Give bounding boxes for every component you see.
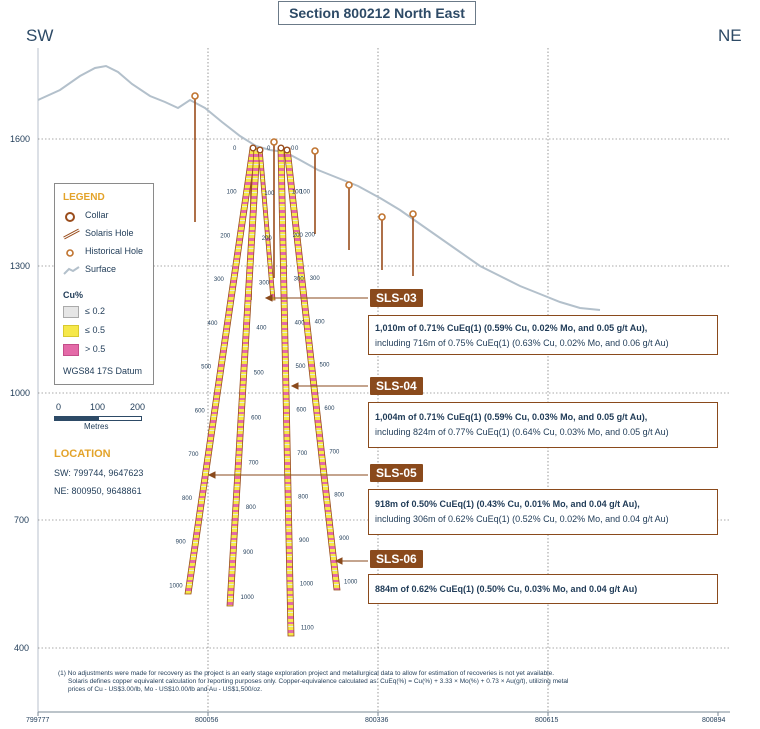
depth-label: 0 [267, 146, 271, 152]
depth-label: 300 [309, 276, 320, 282]
swatch-low [63, 306, 79, 318]
surface-icon [63, 264, 81, 276]
x-tick-label: 799777 [26, 717, 50, 724]
scale-unit: Metres [84, 422, 109, 431]
depth-label: 300 [293, 276, 304, 283]
y-tick-label: 1300 [10, 261, 31, 271]
solaris-hole-icon [63, 228, 81, 240]
scale-bar-dark [54, 416, 98, 421]
datum-label: WGS84 17S Datum [63, 366, 143, 376]
x-tick-label: 800056 [195, 717, 219, 724]
location-sw: SW: 799744, 9647623 [54, 468, 144, 478]
depth-label: 700 [248, 460, 259, 467]
depth-label: 600 [324, 406, 335, 412]
depth-label: 800 [334, 492, 345, 499]
depth-label: 600 [251, 415, 262, 422]
depth-label: 100 [264, 190, 275, 197]
depth-label: 200 [292, 233, 303, 240]
legend-heading: LEGEND [63, 192, 105, 203]
x-ticks [38, 712, 718, 716]
result-sls-06 [368, 574, 718, 604]
scale-bar-light [98, 416, 142, 421]
swatch-mid [63, 325, 79, 337]
depth-label: 500 [319, 362, 330, 369]
direction-ne: NE [718, 26, 742, 45]
collar-icon [63, 210, 79, 224]
section-title: Section 800212 North East [278, 1, 476, 25]
legend-historical-hole: Historical Hole [63, 246, 79, 262]
tag-sls-06: SLS-06 [370, 550, 423, 568]
historical-collars [192, 93, 416, 220]
swatch-high [63, 344, 79, 356]
depth-label: 100 [299, 189, 310, 196]
depth-label: 500 [253, 370, 264, 377]
depth-label: 200 [261, 235, 272, 242]
depth-label: 500 [201, 364, 212, 371]
result-line-2: including 716m of 0.75% CuEq(1) (0.63% Cu, 0.02% Mo, and 0.06 g/t Au) [375, 338, 669, 348]
depth-label: 400 [294, 320, 305, 327]
location-heading: LOCATION [54, 448, 111, 460]
depth-label: 300 [213, 277, 224, 284]
depth-label: 800 [245, 505, 256, 512]
x-tick-label: 800336 [365, 717, 389, 724]
result-line-2: including 824m of 0.77% CuEq(1) (0.64% Cu, 0.03% Mo, and 0.05 g/t Au) [375, 427, 669, 437]
depth-label: 200 [220, 233, 231, 240]
result-sls-05 [368, 489, 718, 535]
footnote-line-3: prices of Cu - US$3.00/lb, Mo - US$10.00/lb and Au - US$1,500/oz. [68, 686, 263, 693]
result-line-1: 1,010m of 0.71% CuEq(1) (0.59% Cu, 0.02% Mo, and 0.05 g/t Au), [375, 323, 648, 333]
location-ne: NE: 800950, 9648861 [54, 486, 142, 496]
depth-label: 700 [329, 449, 340, 456]
footnote-line-1: (1) No adjustments were made for recovery as the project is an early stage exploration project and metallurgical data to allow for estimation of recoveries is not yet available. [58, 670, 555, 677]
result-line-1: 918m of 0.50% CuEq(1) (0.43% Cu, 0.01% Mo, and 0.04 g/t Au), [375, 499, 640, 509]
depth-label: 0 [233, 146, 237, 152]
depth-label: 1100 [300, 625, 314, 632]
depth-label: 1000 [169, 583, 183, 590]
depth-label: 900 [175, 539, 186, 546]
depth-label: 400 [207, 320, 218, 327]
depth-label: 200 [304, 232, 315, 239]
depth-label: 400 [256, 325, 267, 332]
y-tick-label: 400 [14, 643, 30, 653]
tag-sls-05: SLS-05 [370, 464, 423, 482]
depth-label: 1000 [299, 581, 314, 588]
result-line-1: 884m of 0.62% CuEq(1) (0.50% Cu, 0.03% Mo, and 0.04 g/t Au) [375, 584, 638, 594]
footnote-line-2: Solaris defines copper equivalent calculation for reporting purposes only. Copper-equivalence calculated as: CuEq(%) = Cu(%) + 3.33 × Mo(%) + 0.73 × Au(g/t), utilizing metal [68, 678, 569, 685]
legend-collar: Collar [63, 210, 79, 226]
depth-label: 900 [299, 538, 310, 545]
y-tick-label: 1000 [10, 388, 31, 398]
x-tick-label: 800615 [535, 717, 559, 724]
legend-solaris-hole: Solaris Hole [63, 228, 81, 242]
depth-label: 800 [182, 495, 193, 502]
scale-tick-200: 200 [130, 402, 146, 412]
depth-label: 1000 [240, 595, 254, 602]
depth-label: 1000 [344, 579, 358, 586]
scale-tick-0: 0 [56, 402, 62, 412]
y-tick-label: 1600 [10, 134, 31, 144]
y-tick-label: 700 [14, 515, 30, 525]
cu-heading: Cu% [63, 290, 83, 300]
historical-hole-icon [63, 246, 79, 260]
depth-label: 800 [298, 494, 309, 501]
depth-label: 400 [314, 319, 325, 326]
legend: LEGEND Collar Solaris Hole Historical Hole Surface Cu% ≤ 0.2 ≤ 0.5 > 0.5 WGS84 17S Datum [54, 183, 154, 385]
depth-label: 700 [188, 452, 199, 459]
depth-label: 300 [259, 280, 270, 287]
scale-bar [54, 400, 154, 430]
direction-sw: SW [26, 26, 54, 45]
hole-sls-06 [284, 148, 340, 590]
depth-labels [169, 146, 358, 631]
depth-label: 900 [243, 550, 254, 557]
result-line-1: 1,004m of 0.71% CuEq(1) (0.59% Cu, 0.03% Mo, and 0.05 g/t Au), [375, 412, 648, 422]
depth-label: 500 [295, 363, 306, 370]
tag-sls-03: SLS-03 [370, 289, 423, 307]
scale-tick-100: 100 [90, 402, 106, 412]
hole-sls-04 [278, 148, 294, 636]
depth-label: 600 [194, 408, 205, 415]
result-sls-03 [368, 315, 718, 355]
tag-sls-04: SLS-04 [370, 377, 423, 395]
hole-sls-07 [258, 148, 275, 300]
depth-label: 700 [297, 451, 308, 457]
legend-surface: Surface [63, 264, 81, 278]
footnote [58, 670, 708, 694]
result-line-2: including 306m of 0.62% CuEq(1) (0.52% Cu, 0.02% Mo, and 0.04 g/t Au) [375, 514, 669, 524]
depth-label: 0 [295, 146, 299, 152]
depth-label: 600 [296, 407, 307, 414]
depth-label: 0 [291, 146, 295, 152]
result-sls-04 [368, 402, 718, 448]
depth-label: 900 [339, 536, 350, 542]
depth-label: 100 [226, 189, 237, 196]
depth-label: 100 [291, 189, 302, 196]
x-tick-label: 800894 [702, 717, 726, 724]
